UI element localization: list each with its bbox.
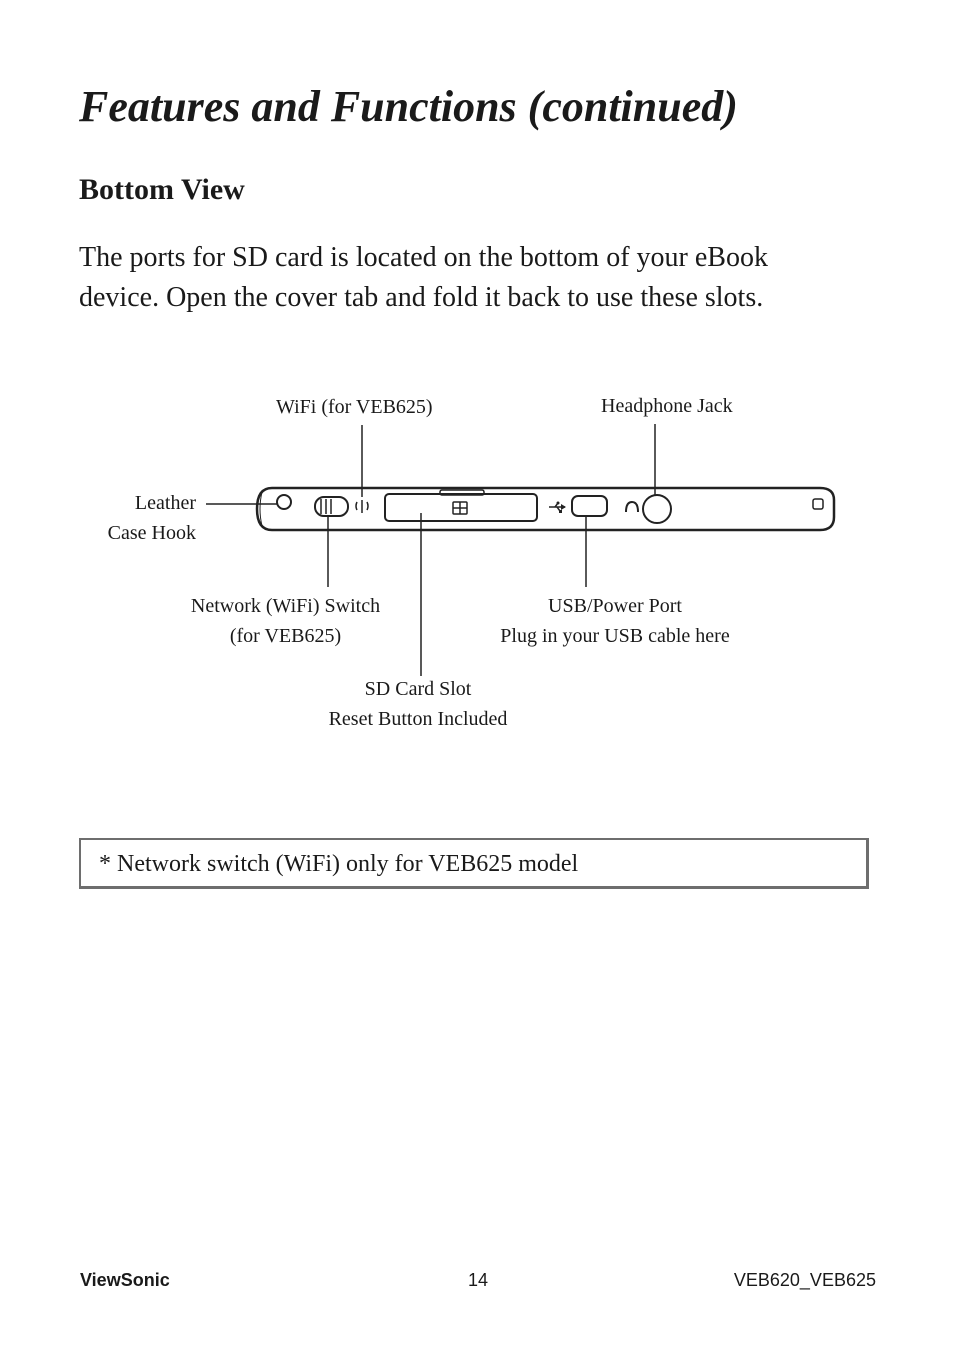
label-line: Leather (134, 492, 196, 514)
device-body (257, 488, 834, 530)
page-title: Features and Functions (continued) (79, 82, 738, 131)
label-line: Network (WiFi) Switch (190, 595, 381, 617)
headphone-jack (643, 495, 671, 523)
label-line: (for VEB625) (229, 625, 342, 647)
section-heading: Bottom View (79, 173, 245, 206)
network-switch-label (180, 591, 391, 651)
sd-card-label (318, 674, 518, 734)
sd-card-icon (453, 502, 467, 514)
headphone-label: Headphone Jack (601, 395, 733, 417)
label-line: SD Card Slot (364, 678, 472, 700)
footer-page-number: 14 (468, 1270, 489, 1290)
leather-case-hook-label (108, 488, 196, 548)
leather-case-hook (277, 495, 291, 509)
intro-line: device. Open the cover tab and fold it back to use these slots. (79, 282, 764, 313)
intro-paragraph (79, 238, 879, 318)
label-line: Reset Button Included (328, 708, 508, 730)
label-line: USB/Power Port (548, 595, 682, 617)
headphone-icon (626, 502, 638, 512)
note-text: * Network switch (WiFi) only for VEB625 model (99, 851, 579, 877)
usb-icon (549, 502, 566, 514)
note-box (79, 838, 869, 889)
sd-card-slot (385, 494, 537, 521)
usb-port-label (486, 591, 744, 651)
wifi-label: WiFi (for VEB625) (276, 396, 433, 418)
footer-model: VEB620_VEB625 (733, 1270, 876, 1290)
footer-brand: ViewSonic (80, 1270, 170, 1290)
label-line: Case Hook (107, 522, 196, 544)
wifi-icon (356, 500, 368, 513)
usb-port (572, 496, 607, 516)
network-switch (315, 497, 348, 516)
label-line: Plug in your USB cable here (500, 625, 730, 647)
intro-line: The ports for SD card is located on the bottom of your eBook (79, 242, 768, 273)
